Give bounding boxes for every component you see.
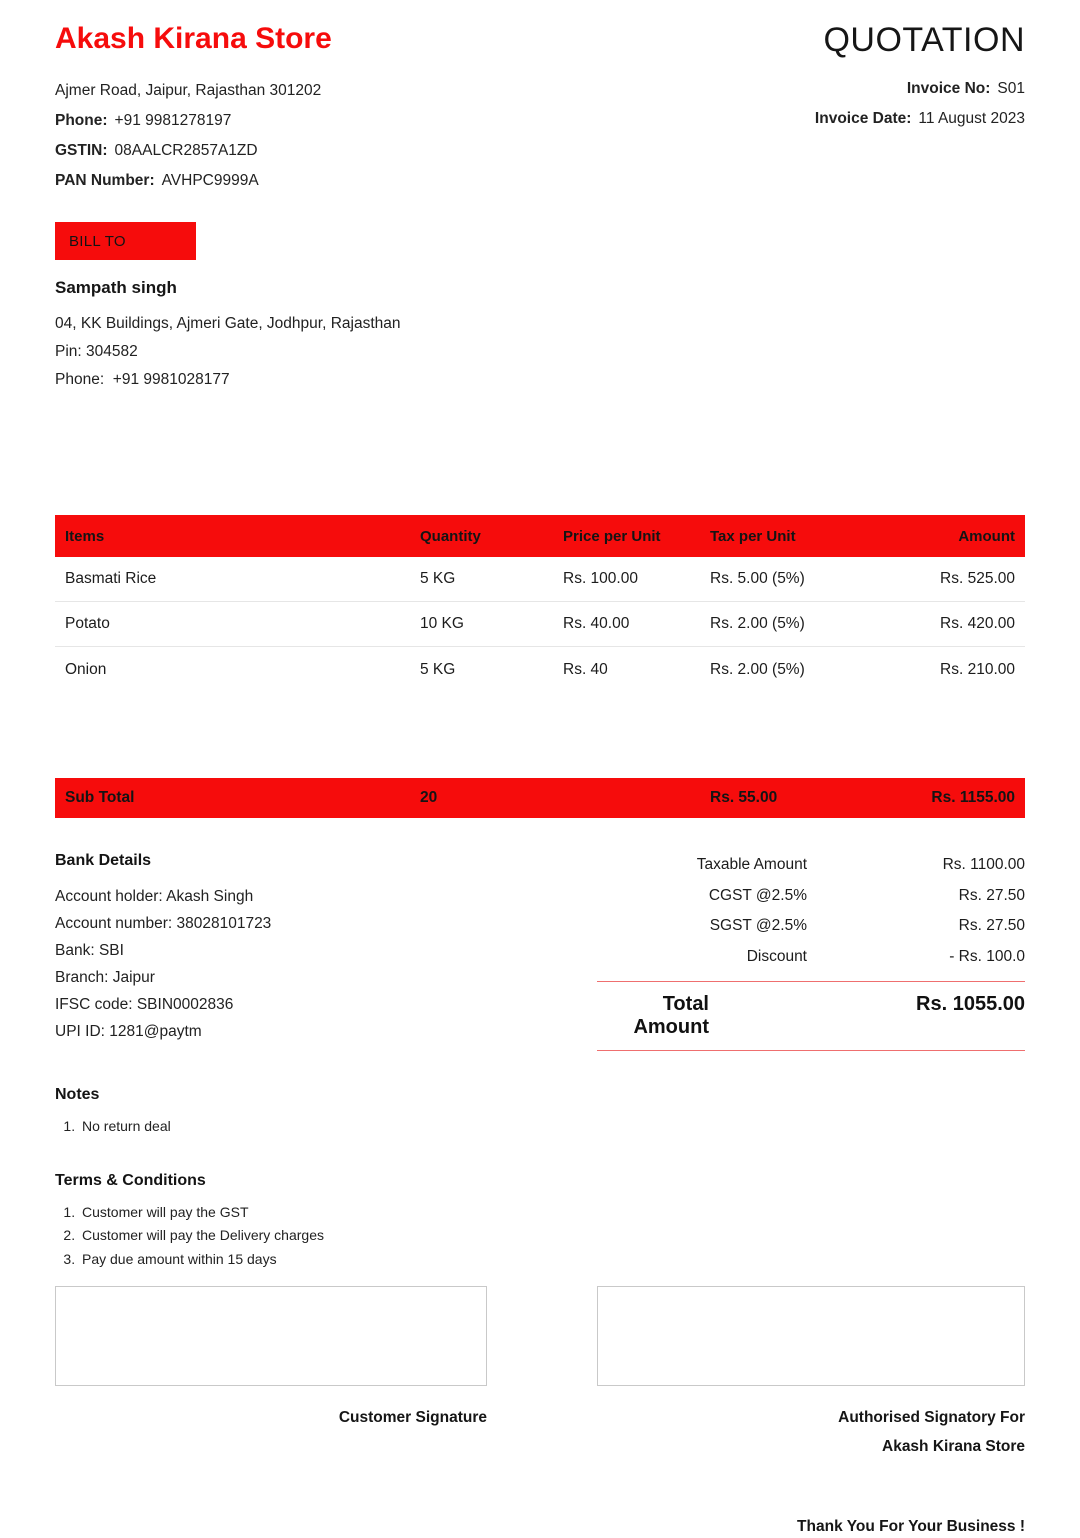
bill-to-section (55, 222, 1025, 394)
seller-pan (55, 166, 332, 196)
customer-signature-box (55, 1286, 487, 1386)
seller-gstin-value: 08AALCR2857A1ZD (114, 142, 258, 159)
invoice-date-value: 11 August 2023 (918, 110, 1025, 127)
cell-item: Onion (65, 660, 107, 678)
totals-label: Taxable Amount (696, 856, 807, 873)
cell-quantity: 5 KG (420, 660, 456, 678)
subtotal-label: Sub Total (65, 789, 135, 806)
seller-info (55, 20, 332, 196)
invoice-date (815, 104, 1025, 134)
seller-phone-label: Phone: (55, 112, 108, 129)
bank-and-totals (55, 850, 1025, 1051)
col-header-items: Items (65, 527, 105, 545)
document-title: QUOTATION (823, 21, 1025, 59)
customer-phone-label: Phone: (55, 371, 105, 388)
authorised-signature-label-line2: Akash Kirana Store (882, 1438, 1025, 1455)
col-header-quantity: Quantity (420, 527, 481, 545)
totals-label: SGST @2.5% (709, 917, 807, 934)
total-amount-row (597, 981, 1025, 1051)
bill-to-badge: BILL TO (55, 222, 196, 260)
invoice-number-label: Invoice No: (906, 80, 991, 97)
terms-heading: Terms & Conditions (55, 1171, 206, 1189)
notes-list (55, 1115, 1025, 1139)
col-header-amount: Amount (958, 527, 1015, 545)
customer-signature-block (55, 1286, 487, 1461)
subtotal-amount: Rs. 1155.00 (931, 789, 1015, 806)
customer-phone (55, 366, 1025, 394)
thank-you-note: Thank You For Your Business ! (797, 1518, 1025, 1535)
cell-tax: Rs. 2.00 (5%) (710, 660, 805, 678)
totals-label: Discount (746, 947, 807, 965)
col-header-price: Price per Unit (563, 527, 661, 545)
document-header (55, 0, 1025, 196)
customer-signature-label: Customer Signature (338, 1409, 487, 1426)
seller-pan-value: AVHPC9999A (161, 172, 259, 189)
seller-pan-label: PAN Number: (55, 172, 155, 189)
cell-tax: Rs. 2.00 (5%) (710, 615, 805, 632)
authorised-signature-box (597, 1286, 1025, 1386)
seller-address: Ajmer Road, Jaipur, Rajasthan 301202 (55, 82, 322, 99)
customer-pin: Pin: 304582 (55, 343, 138, 360)
customer-details (55, 310, 1025, 394)
cell-tax: Rs. 5.00 (5%) (710, 570, 805, 587)
notes-section (55, 1084, 1025, 1139)
notes-heading: Notes (55, 1086, 100, 1103)
items-table-header (55, 515, 1025, 557)
seller-phone-value: +91 9981278197 (114, 112, 232, 129)
col-header-tax: Tax per Unit (710, 527, 796, 545)
terms-section (55, 1170, 1025, 1272)
totals-row-taxable (597, 850, 1025, 881)
bank-details-lines (55, 883, 485, 1045)
cell-item: Potato (65, 615, 110, 632)
bank-account-holder: Account holder: Akash Singh (55, 888, 254, 905)
bank-ifsc: IFSC code: SBIN0002836 (55, 996, 234, 1013)
cell-item: Basmati Rice (65, 570, 157, 587)
cell-amount: Rs. 420.00 (940, 615, 1015, 632)
note-item: 1. No return deal (79, 1115, 1025, 1139)
cell-quantity: 10 KG (420, 615, 464, 632)
bank-account-number: Account number: 38028101723 (55, 915, 272, 932)
invoice-meta (815, 20, 1025, 196)
customer-address: 04, KK Buildings, Ajmeri Gate, Jodhpur, Rajasthan (55, 315, 401, 332)
total-amount-label: Total Amount (633, 993, 709, 1038)
bank-upi: UPI ID: 1281@paytm (55, 1023, 202, 1040)
totals-value: Rs. 27.50 (958, 886, 1025, 904)
authorised-signature-block (597, 1286, 1025, 1461)
cell-price: Rs. 40 (563, 660, 608, 678)
bank-name: Bank: SBI (55, 942, 124, 959)
cell-price: Rs. 40.00 (563, 615, 630, 632)
subtotal-quantity: 20 (420, 789, 438, 806)
customer-phone-value: +91 9981028177 (112, 371, 230, 388)
invoice-number (815, 74, 1025, 104)
totals-label: CGST @2.5% (708, 886, 807, 904)
cell-price: Rs. 100.00 (563, 570, 638, 587)
cell-amount: Rs. 210.00 (940, 660, 1015, 678)
totals-value: Rs. 1100.00 (942, 856, 1025, 873)
invoice-number-value: S01 (997, 80, 1025, 97)
bank-details-heading: Bank Details (55, 852, 152, 869)
authorised-signature-label-line1: Authorised Signatory For (838, 1409, 1025, 1426)
totals-summary (597, 850, 1025, 1051)
totals-value: - Rs. 100.0 (949, 947, 1025, 965)
table-row (55, 602, 1025, 647)
store-name: Akash Kirana Store (55, 22, 332, 55)
seller-gstin (55, 136, 332, 166)
total-amount-value: Rs. 1055.00 (916, 993, 1025, 1015)
term-item: 3. Pay due amount within 15 days (79, 1248, 1025, 1272)
table-row (55, 557, 1025, 602)
bank-branch: Branch: Jaipur (55, 969, 155, 986)
term-item: 2. Customer will pay the Delivery charges (79, 1224, 1025, 1248)
term-item: 1. Customer will pay the GST (79, 1201, 1025, 1225)
totals-row-cgst (597, 881, 1025, 912)
table-row (55, 647, 1025, 692)
signature-section (55, 1286, 1025, 1461)
totals-row-sgst (597, 911, 1025, 942)
seller-phone (55, 106, 332, 136)
totals-value: Rs. 27.50 (958, 917, 1025, 934)
totals-row-discount (597, 942, 1025, 973)
items-table (55, 515, 1025, 692)
bank-details (55, 850, 485, 1051)
subtotal-bar (55, 778, 1025, 818)
customer-name: Sampath singh (55, 278, 177, 297)
invoice-date-label: Invoice Date: (814, 110, 912, 127)
subtotal-tax: Rs. 55.00 (710, 789, 778, 806)
terms-list (55, 1201, 1025, 1272)
seller-gstin-label: GSTIN: (55, 142, 108, 159)
cell-amount: Rs. 525.00 (940, 570, 1015, 587)
cell-quantity: 5 KG (420, 570, 456, 587)
